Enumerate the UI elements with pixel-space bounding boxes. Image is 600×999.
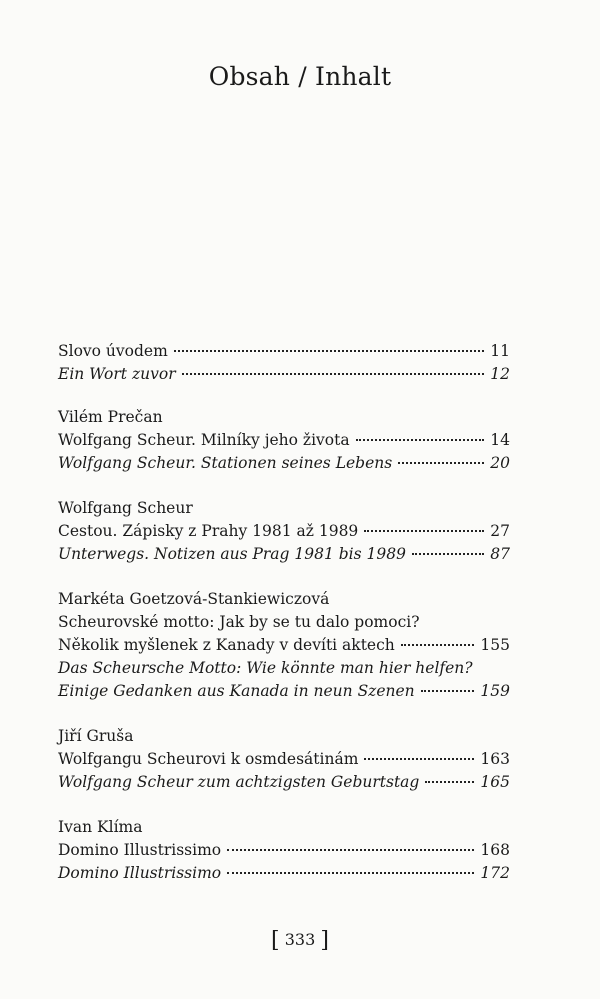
dot-leader [364,758,474,760]
toc-entry[interactable] [58,543,510,566]
dot-leader [401,644,475,646]
dot-leader [364,530,484,532]
entry-title: Několik myšlenek z Kanady v devíti aktech [58,636,395,654]
dot-leader [425,781,474,783]
entry-title: Slovo úvodem [58,342,168,360]
entry-title-line: Scheurovské motto: Jak by se tu dalo pomoci? [58,613,420,631]
entry-title: Domino Illustrissimo [58,841,222,859]
toc-entry[interactable] [58,862,510,885]
toc-section-klima [58,816,510,885]
toc-entry[interactable] [58,340,510,363]
toc-entry[interactable] [58,839,510,862]
toc-section-grusa [58,725,510,794]
dot-leader [227,849,474,851]
section-author: Jiří Gruša [58,727,134,745]
entry-title: Domino Illustrissimo [58,864,222,882]
bracket-open: [ [271,928,280,953]
page-number [0,928,600,953]
dot-leader [356,439,485,441]
entry-page: 11 [490,342,510,360]
entry-page: 155 [480,636,510,654]
entry-title-line: Das Scheursche Motto: Wie könnte man hier helfen? [58,659,473,677]
toc-entry[interactable] [58,363,510,386]
toc-entry[interactable] [58,452,510,475]
section-author: Wolfgang Scheur [58,499,193,517]
toc-section-scheur [58,497,510,566]
entry-page: 20 [490,454,510,472]
toc-entry[interactable] [58,748,510,771]
dot-leader [227,872,474,874]
bracket-close: ] [320,928,329,953]
toc-section-precan [58,406,510,475]
entry-page: 163 [480,750,510,768]
toc-entry[interactable] [58,520,510,543]
dot-leader [182,373,485,375]
entry-title: Ein Wort zuvor [58,365,176,383]
toc-section-foreword [58,340,510,386]
page-title: Obsah / Inhalt [208,62,392,91]
entry-title: Unterwegs. Notizen aus Prag 1981 bis 1989 [58,545,406,563]
table-of-contents [58,340,510,907]
entry-page: 27 [490,522,510,540]
dot-leader [174,350,484,352]
dot-leader [421,690,475,692]
entry-page: 172 [480,864,510,882]
section-author: Ivan Klíma [58,818,143,836]
entry-page: 12 [490,365,510,383]
entry-title: Cestou. Zápisky z Prahy 1981 až 1989 [58,522,359,540]
toc-entry[interactable] [58,634,510,657]
toc-entry[interactable] [58,680,510,703]
toc-entry[interactable] [58,429,510,452]
toc-entry[interactable] [58,771,510,794]
entry-title: Wolfgang Scheur. Stationen seines Lebens [58,454,393,472]
entry-page: 159 [480,682,510,700]
entry-title: Wolfgang Scheur zum achtzigsten Geburtstag [58,773,420,791]
entry-title: Wolfgangu Scheurovi k osmdesátinám [58,750,359,768]
entry-title: Einige Gedanken aus Kanada in neun Szenen [58,682,415,700]
dot-leader [412,553,484,555]
entry-title: Wolfgang Scheur. Milníky jeho života [58,431,350,449]
toc-section-goetzova [58,588,510,703]
entry-page: 165 [480,773,510,791]
section-author: Markéta Goetzová-Stankiewiczová [58,590,330,608]
entry-page: 14 [490,431,510,449]
page-number-value: 333 [284,930,316,949]
section-author: Vilém Prečan [58,408,163,426]
dot-leader [398,462,484,464]
entry-page: 87 [490,545,510,563]
entry-page: 168 [480,841,510,859]
